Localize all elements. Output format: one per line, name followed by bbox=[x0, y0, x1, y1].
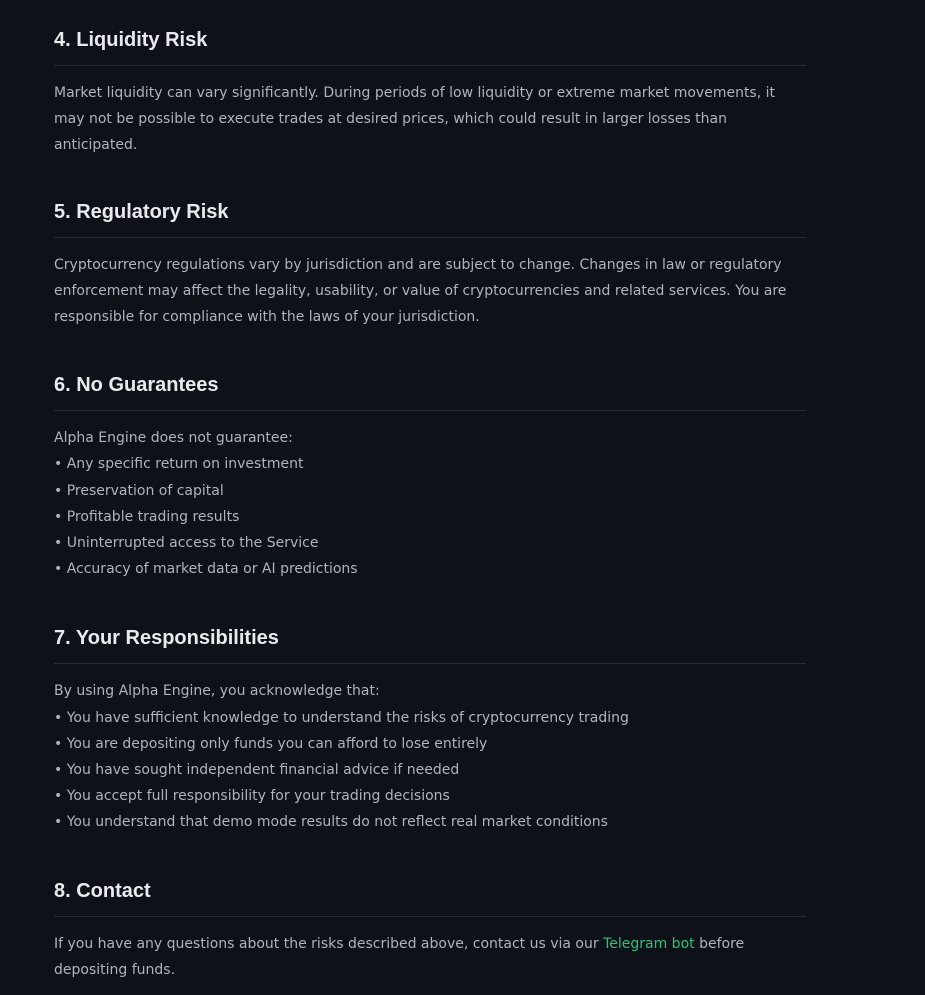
list-item: • You have sufficient knowledge to understand the risks of cryptocurrency trading bbox=[54, 709, 629, 726]
list-item: • You accept full responsibility for your trading decisions bbox=[54, 788, 450, 805]
section-body: Market liquidity can vary significantly. During periods of low liquidity or extreme market movements, it may not be possible to execute trades at desired prices, which could result in larger losses than anticipated. bbox=[54, 85, 776, 154]
list-item: • You understand that demo mode results do not reflect real market conditions bbox=[54, 814, 608, 831]
section-regulatory-risk bbox=[54, 199, 806, 331]
section-no-guarantees bbox=[54, 372, 806, 582]
section-heading: 6. No Guarantees bbox=[54, 372, 806, 411]
contact-text-after: before depositing funds. bbox=[54, 935, 745, 978]
list-item: • You have sought independent financial advice if needed bbox=[54, 762, 460, 779]
list-item: • You are depositing only funds you can afford to lose entirely bbox=[54, 735, 488, 752]
telegram-bot-link[interactable]: Telegram bot bbox=[603, 935, 695, 952]
list-intro: Alpha Engine does not guarantee: bbox=[54, 430, 293, 447]
list-item: • Accuracy of market data or AI predictions bbox=[54, 561, 358, 578]
section-body bbox=[54, 931, 806, 983]
section-heading: 4. Liquidity Risk bbox=[54, 27, 806, 66]
list-intro: By using Alpha Engine, you acknowledge that: bbox=[54, 683, 380, 700]
list-item: • Profitable trading results bbox=[54, 508, 240, 525]
section-body: Cryptocurrency regulations vary by jurisdiction and are subject to change. Changes in law or regulatory enforcement may affect the legality, usability, or value of cryptocurrencies and related services. You are responsible for compliance with the laws of your jurisdiction. bbox=[54, 256, 787, 326]
section-heading: 7. Your Responsibilities bbox=[54, 625, 806, 664]
guarantee-list bbox=[54, 425, 806, 582]
section-heading: 5. Regulatory Risk bbox=[54, 199, 806, 238]
list-item: • Any specific return on investment bbox=[54, 456, 304, 473]
section-heading: 8. Contact bbox=[54, 878, 806, 917]
list-item: • Uninterrupted access to the Service bbox=[54, 535, 319, 552]
section-contact bbox=[54, 878, 806, 983]
list-item: • Preservation of capital bbox=[54, 482, 224, 499]
risk-disclosure-content bbox=[54, 0, 806, 983]
section-your-responsibilities bbox=[54, 625, 806, 835]
contact-text-before: If you have any questions about the risks described above, contact us via our bbox=[54, 935, 604, 952]
responsibility-list bbox=[54, 678, 806, 835]
section-liquidity-risk bbox=[54, 27, 806, 159]
